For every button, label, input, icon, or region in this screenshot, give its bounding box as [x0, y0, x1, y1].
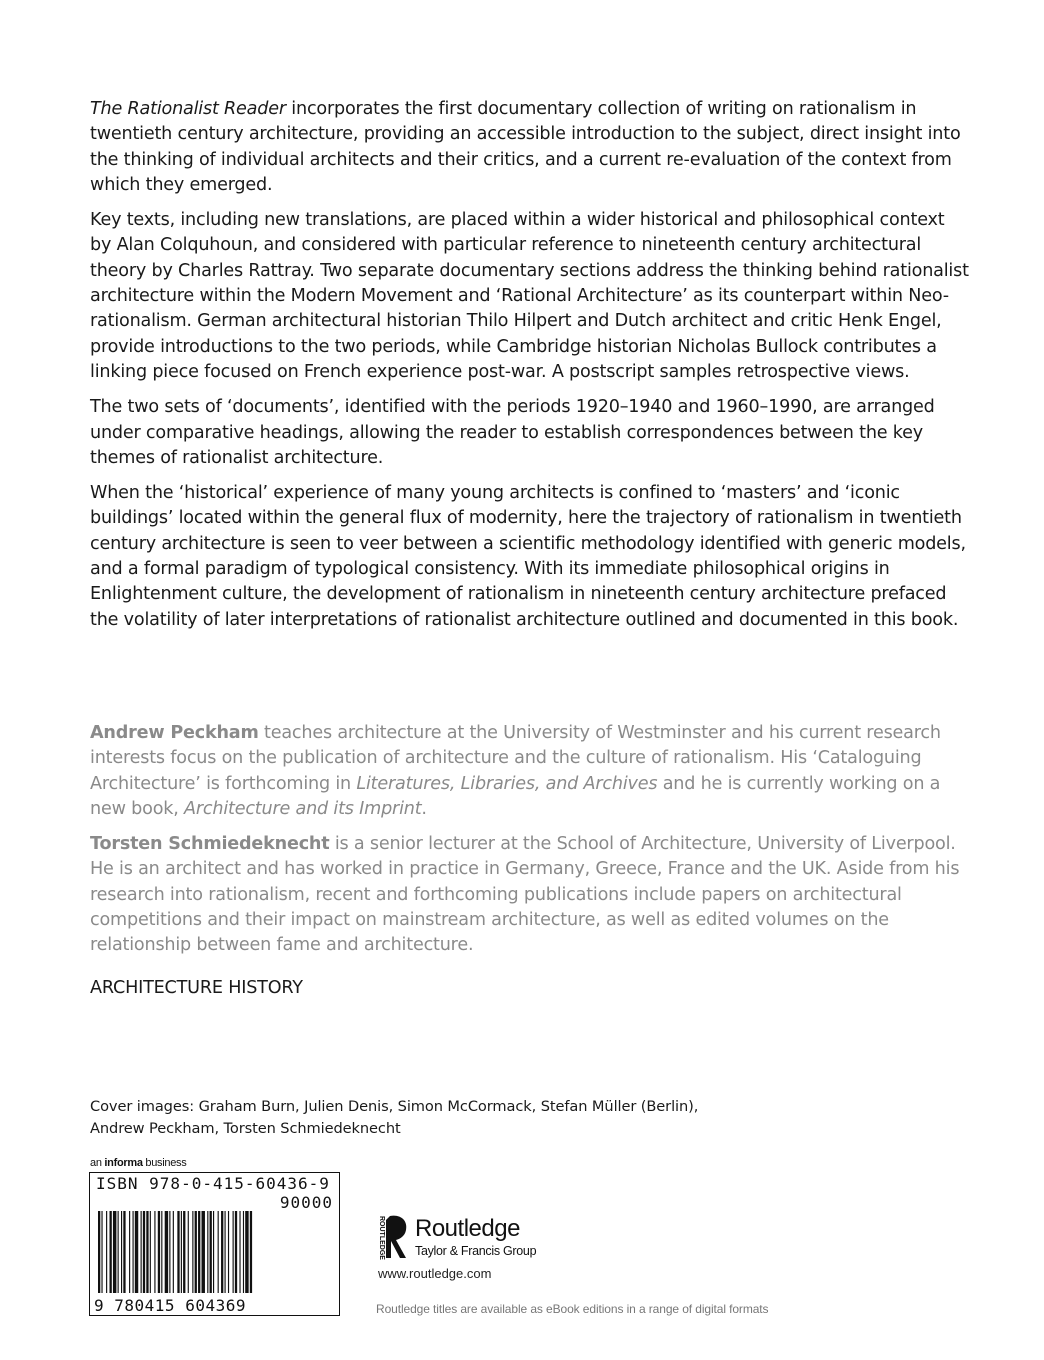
barcode-bar	[118, 1211, 119, 1293]
barcode-bar	[221, 1211, 223, 1293]
barcode-bar	[146, 1211, 148, 1293]
author-name-schmiedeknecht: Torsten Schmiedeknecht	[90, 834, 330, 855]
bio-italic-2: Architecture and its Imprint	[184, 798, 422, 819]
informa-bold: informa	[104, 1157, 143, 1169]
barcode-bar	[239, 1211, 240, 1293]
bio-italic-1: Literatures, Libraries, and Archives	[356, 773, 658, 794]
barcode-bar	[165, 1211, 168, 1293]
barcode-bar	[210, 1211, 212, 1293]
informa-tagline	[90, 1157, 186, 1169]
book-description	[90, 97, 970, 643]
barcode-bar	[181, 1211, 182, 1293]
informa-prefix: an	[90, 1157, 105, 1169]
credits-line-2: Andrew Peckham, Torsten Schmiedeknecht	[90, 1120, 401, 1137]
publisher-group: Taylor & Francis Group	[415, 1244, 537, 1258]
author-bio-peckham	[90, 721, 970, 822]
barcode-bar	[141, 1211, 142, 1293]
routledge-logo-icon	[376, 1212, 412, 1264]
bio-text-3: .	[421, 798, 427, 819]
barcode-bar	[245, 1211, 248, 1293]
barcode-bar	[233, 1211, 234, 1293]
barcode-bar	[235, 1211, 237, 1293]
barcode-bar	[154, 1211, 155, 1293]
description-paragraph-3: The two sets of ‘documents’, identified with the periods 1920–1940 and 1960–1990, are arranged under comparative headings, allowing the reader to establish correspondences between the key themes of rationalist architecture.	[90, 397, 935, 468]
barcode-bars	[98, 1211, 332, 1293]
barcode-bar	[202, 1211, 205, 1293]
barcode-bar	[177, 1211, 179, 1293]
price-code: 90000	[279, 1193, 333, 1212]
logo-vertical-text: ROUTLEDGE	[378, 1216, 385, 1260]
barcode-bar	[192, 1211, 193, 1293]
routledge-logo	[376, 1212, 537, 1268]
barcode-bar	[228, 1211, 229, 1293]
barcode-bar	[110, 1211, 112, 1293]
description-paragraph-4: When the ‘historical’ experience of many young architects is confined to ‘masters’ and ‘iconic buildings’ located within the general flux of modernity, here the trajectory of rationalism in twentieth century architecture is seen to veer between a scientific methodology identified with generic models, and a formal paradigm of typological consistency. With its immediate philosophical origins in Enlightenment culture, the development of rationalism in nineteenth century architecture prefaced the volatility of later interpretations of rationalist architecture outlined and documented in this book.	[90, 483, 966, 630]
isbn-barcode	[89, 1172, 340, 1316]
barcode-bar	[183, 1211, 185, 1293]
barcode-bar	[218, 1211, 219, 1293]
author-bio-schmiedeknecht	[90, 832, 970, 958]
isbn-text: ISBN 978-0-415-60436-9	[96, 1174, 330, 1193]
bio-text-schmiedeknecht: is a senior lecturer at the School of Architecture, University of Liverpool. He is an architect and has worked in practice in Germany, Greece, France and the UK. Aside from his research into rationalism, recent and forthcoming publications include papers on architectural competitions and their impact on mainstream architecture, as well as edited volumes on the relationship between fame and architecture.	[90, 834, 960, 956]
barcode-bar	[169, 1211, 170, 1293]
barcode-bar	[198, 1211, 200, 1293]
barcode-bar	[113, 1211, 116, 1293]
barcode-bar	[173, 1211, 174, 1293]
barcode-bar	[129, 1211, 130, 1293]
barcode-bar	[98, 1211, 100, 1293]
barcode-bar	[123, 1211, 125, 1293]
barcode-bar	[143, 1211, 145, 1293]
informa-suffix: business	[142, 1157, 187, 1169]
barcode-bar	[150, 1211, 151, 1293]
ebook-note: Routledge titles are available as eBook editions in a range of digital formats	[376, 1302, 769, 1316]
barcode-bar	[195, 1211, 197, 1293]
barcode-bar	[225, 1211, 226, 1293]
barcode-bar	[158, 1211, 160, 1293]
description-text-1: incorporates the first documentary collection of writing on rationalism in twentieth century architecture, providing an accessible introduction to the subject, direct insight into the thinking of individual architects and their critics, and a current re-evaluation of the context from which they emerged.	[90, 99, 961, 195]
cover-credits	[90, 1096, 790, 1140]
barcode-bar	[207, 1211, 208, 1293]
barcode-bar	[101, 1211, 102, 1293]
barcode-bar	[250, 1211, 252, 1293]
author-bios	[90, 721, 970, 969]
subject-category: ARCHITECTURE HISTORY	[90, 978, 303, 998]
barcode-bar	[121, 1211, 122, 1293]
barcode-bar	[106, 1211, 107, 1293]
barcode-bar	[135, 1211, 138, 1293]
barcode-bar	[161, 1211, 162, 1293]
credits-line-1: Cover images: Graham Burn, Julien Denis, Simon McCormack, Stefan Müller (Berlin),	[90, 1098, 699, 1115]
author-name-peckham: Andrew Peckham	[90, 723, 259, 743]
bio-text-2: and he is currently working on a new book,	[90, 773, 941, 819]
barcode-bar	[188, 1211, 189, 1293]
bio-text-1: teaches architecture at the University of Westminster and his current research interests focus on the publication of architecture and the culture of rationalism. His ‘Cataloguing Architecture’ is forthcoming in	[90, 723, 941, 794]
publisher-website: www.routledge.com	[378, 1266, 492, 1281]
description-paragraph-2: Key texts, including new translations, are placed within a wider historical and philosophical context by Alan Colquhoun, and considered with particular reference to nineteenth century architectural theory by Charles Rattray. Two separate documentary sections address the thinking behind rationalist architecture within the Modern Movement and ‘Rational Architecture’ as its counterpart within Neo-rationalism. German architectural historian Thilo Hilpert and Dutch architect and critic Henk Engel, provide introductions to the two periods, while Cambridge historian Nicholas Bullock contributes a linking piece focused on French experience post-war. A postscript samples retrospective views.	[90, 210, 969, 382]
barcode-bar	[243, 1211, 244, 1293]
book-title: The Rationalist Reader	[90, 99, 286, 119]
ean-number: 9 780415 604369	[94, 1296, 246, 1315]
barcode-bar	[133, 1211, 134, 1293]
barcode-bar	[213, 1211, 214, 1293]
description-paragraph-1	[90, 97, 970, 198]
publisher-name: Routledge	[415, 1215, 520, 1242]
